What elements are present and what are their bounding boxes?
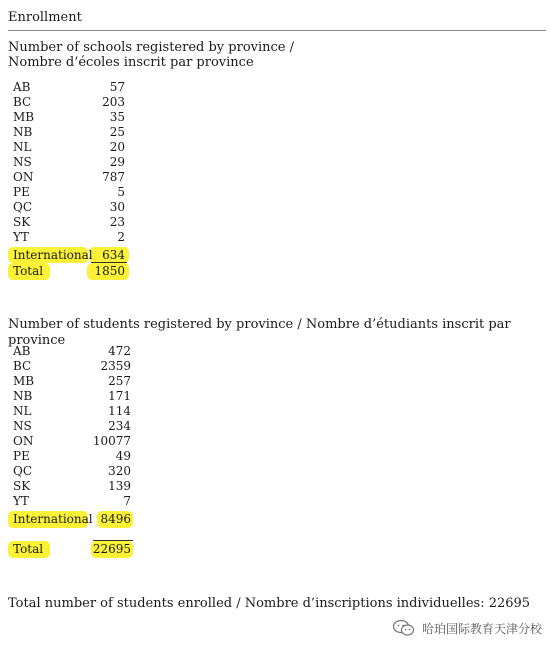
table-row-international: [13, 248, 125, 263]
table-row: [13, 404, 131, 419]
province-code: International: [13, 512, 93, 526]
total-label: Total: [13, 264, 44, 278]
province-code: MB: [13, 110, 35, 124]
province-code: NS: [13, 419, 32, 433]
province-code: SK: [13, 479, 31, 493]
student-count: 171: [108, 389, 131, 403]
province-code: NB: [13, 389, 33, 403]
province-code: NL: [13, 404, 32, 418]
province-code: YT: [13, 230, 29, 244]
student-count: 139: [108, 479, 131, 493]
province-code: NB: [13, 125, 33, 139]
province-code: MB: [13, 374, 35, 388]
student-count: 49: [115, 449, 131, 463]
watermark-text: 哈珀国际教育天津分校: [421, 621, 542, 636]
total-label: Total: [13, 542, 44, 556]
student-count: 10077: [92, 434, 131, 448]
table-row: [13, 464, 131, 479]
school-count: 23: [109, 215, 125, 229]
table-row: [13, 215, 125, 230]
school-count: 30: [109, 200, 125, 214]
school-count: 787: [102, 170, 125, 184]
school-count: 2: [117, 230, 125, 244]
table-row: [13, 359, 131, 374]
province-code: BC: [13, 359, 32, 373]
total-rule: [93, 540, 133, 541]
student-count: 2359: [100, 359, 131, 373]
province-code: QC: [13, 464, 33, 478]
school-count: 5: [117, 185, 125, 199]
table-row: [13, 344, 131, 359]
province-code: QC: [13, 200, 33, 214]
province-code: AB: [13, 80, 31, 94]
schools-heading-line2: Nombre d’écoles inscrit par province: [8, 55, 254, 70]
total-enrolled-text: Total number of students enrolled / Nombre d’inscriptions individuelles: 22695: [8, 596, 531, 611]
table-row: [13, 170, 125, 185]
province-code: YT: [13, 494, 29, 508]
table-row: [13, 155, 125, 170]
province-code: AB: [13, 344, 31, 358]
province-code: NL: [13, 140, 32, 154]
school-count: 25: [109, 125, 125, 139]
school-count: 203: [102, 95, 125, 109]
school-count: 634: [102, 248, 125, 262]
school-count: 29: [109, 155, 125, 169]
table-row-international: [13, 512, 131, 527]
schools-table: [13, 80, 125, 285]
title-divider: [8, 30, 546, 31]
table-row: [13, 389, 131, 404]
students-table: [13, 344, 131, 566]
school-count: 35: [109, 110, 125, 124]
table-row: [13, 110, 125, 125]
province-code: PE: [13, 185, 30, 199]
table-row: [13, 449, 131, 464]
section-title: Enrollment: [8, 10, 82, 25]
student-count: 234: [108, 419, 131, 433]
wechat-icon: [392, 619, 416, 637]
student-count: 7: [123, 494, 131, 508]
table-row: [13, 80, 125, 95]
watermark: [392, 619, 542, 637]
students-heading: Number of students registered by province / Nombre d’étudiants inscrit par province: [8, 317, 511, 348]
province-code: BC: [13, 95, 32, 109]
table-row: [13, 140, 125, 155]
table-row: [13, 434, 131, 449]
province-code: International: [13, 248, 93, 262]
table-row-total: [13, 542, 131, 557]
table-row: [13, 95, 125, 110]
student-count: 320: [108, 464, 131, 478]
student-count: 257: [108, 374, 131, 388]
table-row: [13, 494, 131, 509]
table-row: [13, 479, 131, 494]
total-value: 1850: [94, 264, 125, 278]
province-code: SK: [13, 215, 31, 229]
table-row: [13, 419, 131, 434]
school-count: 20: [109, 140, 125, 154]
table-row: [13, 230, 125, 245]
table-row: [13, 200, 125, 215]
table-row: [13, 125, 125, 140]
province-code: PE: [13, 449, 30, 463]
total-value: 22695: [92, 542, 131, 556]
table-row: [13, 185, 125, 200]
school-count: 57: [109, 80, 125, 94]
province-code: ON: [13, 170, 34, 184]
student-count: 472: [108, 344, 131, 358]
table-row-total: [13, 264, 125, 279]
student-count: 114: [108, 404, 131, 418]
student-count: 8496: [100, 512, 131, 526]
province-code: NS: [13, 155, 32, 169]
table-row: [13, 374, 131, 389]
schools-heading-line1: Number of schools registered by province /: [8, 40, 295, 55]
province-code: ON: [13, 434, 34, 448]
